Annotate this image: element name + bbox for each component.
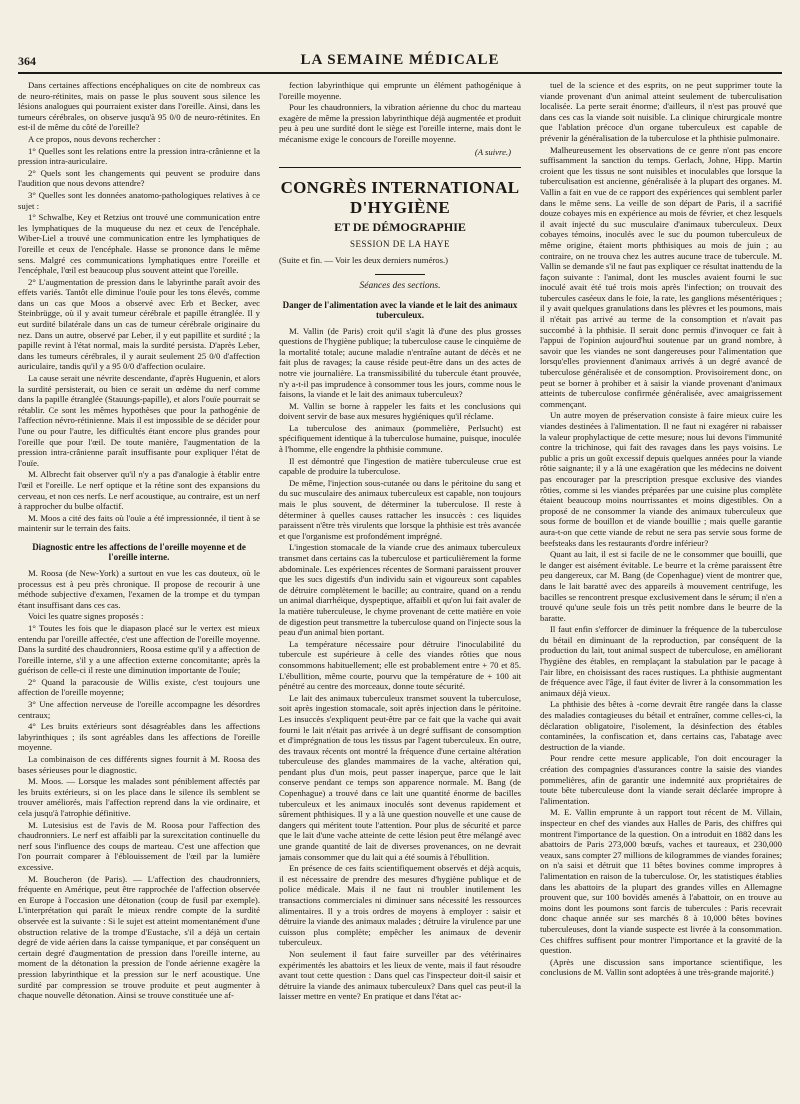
paragraph: Le lait des animaux tuberculeux transmet souvent la tuberculose, soit après ingestion stomacale, soit après injection dans le péritoine. Les insuccès s'expliquent peut-être par ce fait que la vache qui avait fourni le lait n'était pas arrivée à un degré suffisant de consomption et d'imprégnation de tous les tissus par l'agent tuberculeux. En outre, des travaux récents ont montré la fréquence d'une certaine altération tuberculeuse des glandes mammaires de la vache, altération qui, pendant plus d'un mois, peut passer inaperçue, parce que le lait conserve pendant ce temps son apparence normale. M. Bang (de Copenhague) a trouvé dans ce lait une quantité énorme de bacilles tuberculeux et les animaux inoculés sont devenus rapidement et sûrement phthisiques. Il y a là une question nouvelle et une cause de dangers qui méritent toute l'attention. Pour plus de sécurité et parce que le lait d'une vache atteinte de cette lésion peut être mélangé avec une grande quantité de lait de diverses provenances, on ne devrait jamais consommer que du lait qui a été soumis à l'ébullition. bbox=[279, 692, 521, 862]
paragraph: Dans certaines affections encéphaliques on cite de nombreux cas de neuro-rétinites, mais on passe le plus souvent sous silence les lésions analogues qui pourraient exister dans l'oreille. Ainsi, dans les tumeurs cérébrales, on observe jusqu'à 95 0/0 de neuro-rétinites. En est-il de même du côté de l'oreille? bbox=[18, 80, 260, 133]
paragraph: Pour rendre cette mesure applicable, l'on doit encourager la création des compagnies d'assurances contre la saisie des viandes pommelières, afin de garantir une indemnité aux propriétaires de toute bête tuberculeuse dont la viande serait déclarée impropre à l'alimentation. bbox=[540, 753, 782, 806]
paragraph: 2° L'augmentation de pression dans le labyrinthe paraît avoir des effets variés. Tantôt elle diminue l'ouïe pour les tons élevés, comme dans un cas que Moos a observé avec Erb et Becker, avec Steinbrügge, où il y avait tumeur cérébrale et papille étranglée. Il y eut surdité bilatérale dans un cas de tumeur cérébrale originaire du nez. Dans un autre, observé par Leber, il y eut papillite et surdité ; la papille revint à l'état normal, mais la surdité persista. D'après Leber, dans les tumeurs cérébrales, il y aurait seulement 25 0/0 d'affection auriculaire, tandis qu'il y a 95 0/0 d'affection oculaire. bbox=[18, 276, 260, 372]
paragraph: (Après une discussion sans importance scientifique, les conclusions de M. Vallin sont adoptées à une très-grande majorité.) bbox=[540, 956, 782, 978]
paragraph: De même, l'injection sous-cutanée ou dans le péritoine du sang et du suc musculaire des animaux tuberculeux est capable, non toujours mais le plus souvent, de déterminer la tuberculose. Il reste à déterminer à quelles causes rattacher les insuccès : ces liquides paraissent n'être très virulents que lorsque la phthisie est très avancée et que l'organisme est profondément imprégné. bbox=[279, 477, 521, 541]
running-title: LA SEMAINE MÉDICALE bbox=[300, 52, 500, 68]
paragraph: 3° Une affection nerveuse de l'oreille accompagne les désordres centraux; bbox=[18, 699, 260, 720]
paragraph: La phthisie des bêtes à -corne devrait être rangée dans la classe des maladies contagieuses du bétail et entraîner, comme celles-ci, la déclaration obligatoire, l'isolement, la désinfection des étables contaminées, la confiscation et, dans certains cas, l'abatage avec destruction de la viande. bbox=[540, 699, 782, 752]
paragraph: tuel de la science et des esprits, on ne peut supprimer toute la viande provenant d'un animal atteint seulement de tuberculisation localisée. La perte serait énorme; d'ailleurs, il n'est pas prouvé que dans ces cas la viande soit nuisible. La clinique chirurgicale montre que l'ablation précoce d'un organe tuberculeux est capable de prévenir la généralisation de la tuberculose et la phthisie pulmonaire. bbox=[540, 80, 782, 143]
column-2-paragraphs bbox=[279, 80, 521, 145]
column-2 bbox=[279, 80, 521, 1090]
paragraph: En présence de ces faits scientifiquement observés et déjà acquis, il est nécessaire de prendre des mesures d'hygiène publique et de police médicale. Mais il ne faut ni troubler inutilement les transactions commerciales ni diminuer sans nécessité les ressources alimentaires. Il y a trois ordres de moyens à employer : saisir et détruire la viande des animaux malades ; détruire la virulence par une cuisson plus complète; empêcher les animaux de devenir tuberculeux. bbox=[279, 863, 521, 948]
paragraph: 2° Quels sont les changements qui peuvent se produire dans l'audition que nous devons attendre? bbox=[18, 167, 260, 189]
paragraph: A ce propos, nous devons rechercher : bbox=[28, 133, 161, 144]
paragraph: 4° Les bruits extérieurs sont désagréables dans les affections labyrinthiques ; ils sont agréables dans les affections de l'oreille moyenne. bbox=[18, 721, 260, 753]
section-heading-danger: Danger de l'alimentation avec la viande et le lait des animaux tuberculeux. bbox=[282, 299, 518, 320]
paragraph: La température nécessaire pour détruire l'inoculabilité du tubercule est supérieure à celle des viandes rôties que nous consommons habituellement; elle est probablement entre + 70 et 85. L'ébullition, même courte, pourvu que la température de + 100 ait pénétré au centre des morceaux, donne toute sécurité. bbox=[279, 638, 521, 692]
paragraph: M. Vallin (de Paris) croit qu'il s'agit là d'une des plus grosses questions de l'hygiène publique; la tuberculose cause le cinquième de la mortalité totale; aucune maladie n'entraîne autant de décès et ne fait plus de ravages; la cause réside peut-être dans un des actes de notre vie journalière. La transmissibilité du tubercule étant prouvée, n'y a-t-il pas imprudence à consommer tous les jours, comme nous le faisons, la viande et le lait des animaux tuberculeux? bbox=[279, 325, 521, 400]
column-3 bbox=[540, 80, 782, 1090]
paragraph: Il est démontré que l'ingestion de matière tuberculeuse crue est capable de produire la tuberculose. bbox=[279, 455, 521, 477]
column-2-paragraphs-2 bbox=[279, 326, 521, 1002]
paragraph: Un autre moyen de préservation consiste à faire mieux cuire les viandes destinées à l'alimentation. Il ne faut ni exagérer ni rabaisser la valeur prophylactique de cette mesure; nous lui devons l'immunité contre la trichinose, qui fait des ravages dans les pays voisins. Le public a pris un goût excessif depuis quelques années pour la viande rôtie saignante; il y a là une exagération que les médecins ne doivent pas encourager par la prescription presque exclusive des viandes rôties, comme si les viandes préparées par une cuisine plus complète étaient beaucoup moins nourrissantes et moins digestibles. On a proposé de ne consommer la viande des animaux tuberculeux que sous forme de bouillon et de viande bouillie ; mais quelle garantie aura-t-on que cette viande de rebut ne sera pas servie sous forme de beefsteaks dans les restaurants d'ordre inférieur? bbox=[540, 410, 782, 548]
section-heading-diagnostic: Diagnostic entre les affections de l'oreille moyenne et de l'oreille interne. bbox=[32, 541, 246, 562]
paragraph: 3° Quelles sont les données anatomo-pathologiques relatives à ce sujet : bbox=[18, 189, 260, 211]
congress-subtitle: ET DE DÉMOGRAPHIE bbox=[334, 220, 466, 235]
divider bbox=[375, 274, 425, 275]
paragraph: Malheureusement les observations de ce genre n'ont pas encore suffisamment la sanction du temps. Gerlach, Johne, Hipp. Martin croient que les tissus ne sont nuisibles et inoculables que lorsque la tuberculisation est ancienne, généralisée à la plupart des organes. M. Vallin a fait en vue de ce rapport des expériences qui semblent parler dans le même sens. La veille de son départ de Paris, il a sacrifié douze cobayes mis en expérience au mois de février, et chez lesquels il avait injecté du suc musculaire d'animaux tuberculeux. Deux cobayes témoins, inoculés avec le suc du poumon tuberculeux de même origine, étaient morts phthisiques au mois de juin ; au contraire, on ne trouva chez les autres aucune trace de tubercule. M. Vallin se demande s'il ne faut pas expliquer ce résultat inattendu de la façon suivante : l'animal, dont les muscles avaient fourni le suc inoculé avait été tué trois mois après l'infection; on trouvait des tubercules caséeux dans le foie, la rate, les ganglions mésentériques ; il y avait quelques granulations dans les plèvres et les poumons, mais il n'était pas arrivé au terme de la consomption et n'avait pas succombé à la phthisie. Il serait donc permis d'invoquer ce fait à l'appui de l'opinion aujourd'hui soutenue par un grand nombre, à savoir que les viandes ne sont dangereuses pour l'alimentation que lorsqu'elles proviennent d'animaux arrivés à un degré avancé de tuberculose généralisée et de consomption. Provisoirement donc, on peut se borner à prohiber et à saisir la viande provenant d'animaux atteints de tuberculose confirmée généralisée, avec amaigrissement commençant. bbox=[540, 144, 782, 409]
paragraph: Non seulement il faut faire surveiller par des vétérinaires expérimentés les abattoirs et les lieux de vente, mais il faut résoudre avant tout cette question : Dans quel cas l'inspecteur doit-il saisir et détruire la viande des animaux tuberculeux? Dans quel cas peut-il la laisser mettre en vente? En pratique et dans l'état ac- bbox=[279, 948, 521, 1002]
column-1-paragraphs bbox=[18, 80, 260, 534]
paragraph: La cause serait une névrite descendante, d'après Huguenin, et alors la surdité persisterait, ou bien ce serait un œdème du nerf comme dans la papille étranglée (Stauungs-papille), et alors l'ouïe pourrait se rétablir. Ce sont les mêmes hypothèses que pour la pathogénie de l'affection névro-rétinienne. Mais il est impossible de se décider pour l'une ou pour l'autre, les difficultés étant encore plus grandes pour l'oreille que pour l'œil. De toute manière, l'augmentation de la pression intra-crânienne paraît insuffisante pour expliquer l'état de l'ouïe. bbox=[18, 373, 260, 468]
congress-title: CONGRÈS INTERNATIONAL D'HYGIÈNE bbox=[279, 167, 521, 218]
paragraph: Voici les quatre signes proposés : bbox=[28, 611, 144, 622]
paragraph: M. Albrecht fait observer qu'il n'y a pas d'analogie à établir entre l'œil et l'oreille. Le nerf optique et la rétine sont des expansions du cerveau, et non ces nerfs. Le nerf acoustique, au contraire, est un nerf à rapprocher du bulbe olfactif. bbox=[18, 469, 260, 512]
column-3-paragraphs bbox=[540, 80, 782, 978]
paragraph: La combinaison de ces différents signes fournit à M. Roosa des bases sérieuses pour le diagnostic. bbox=[18, 754, 260, 775]
congress-note: (Suite et fin. — Voir les deux derniers numéros.) bbox=[279, 255, 449, 266]
paragraph: M. Roosa (de New-York) a surtout en vue les cas douteux, où le processus est à peu près chronique. Il propose de recourir à une méthode subjective d'examen, l'examen de la trompe et du tympan étant insuffisant dans ces cas. bbox=[18, 567, 260, 610]
paragraph: 1° Quelles sont les relations entre la pression intra-crânienne et la pression intra-auriculaire. bbox=[18, 145, 260, 167]
page-header bbox=[18, 52, 782, 74]
seances-heading: Séances des sections. bbox=[359, 280, 441, 291]
paragraph: L'ingestion stomacale de la viande crue des animaux tuberculeux transmet dans certains cas la tuberculose et particulièrement la forme abdominale. Les expériences récentes de Sormani paraissent prouver que les sucs digestifs d'un individu sain et vigoureux sont capables de détruire complètement le bacille; au contraire, quand on a rendu un animal diarrhéique, dyspeptique, affaibli et qu'on lui fait avaler de la matière tuberculeuse, le chyme provenant de cette matière en voie de digestion peut transmettre la tuberculose quand on l'injecte sous la peau d'un animal bien portant. bbox=[279, 542, 521, 638]
paragraph: M. Moos a cité des faits où l'ouïe a été impressionnée, il tient à se maintenir sur le terrain des faits. bbox=[18, 512, 260, 534]
paragraph: fection labyrinthique qui emprunte un élément pathogénique à l'oreille moyenne. bbox=[279, 80, 521, 101]
congress-session: SESSION DE LA HAYE bbox=[350, 238, 450, 249]
paragraph: M. Lutesisius est de l'avis de M. Roosa pour l'affection des chaudronniers. Le nerf est affaibli par la surexcitation continuelle du nerf sous l'influence des coups de marteau. C'est une affection que l'on pourrait comparer à l'éblouissement de l'œil par la lumière excessive. bbox=[18, 819, 260, 872]
paragraph: Il faut enfin s'efforcer de diminuer la fréquence de la tuberculose du bétail en diminuant de la reproduction, par conséquent de la production du lait, tout animal suspect de tuberculose, en améliorant l'hygiène des étables, en remplaçant la stabulation par le pacage à l'air libre, en choisissant des races rustiques. La phthisie augmentant de fréquence avec l'âge, il faut éviter de livrer à la consommation les animaux déjà vieux. bbox=[540, 624, 782, 698]
paragraph: M. Vallin se borne à rappeler les faits et les conclusions qui doivent servir de base aux mesures hygiéniques qu'il réclame. bbox=[279, 400, 521, 422]
a-suivre: (A suivre.) bbox=[474, 146, 511, 157]
paragraph: 1° Toutes les fois que le diapason placé sur le vertex est mieux entendu par l'oreille affectée, c'est une affection de l'oreille moyenne. Dans la surdité des chaudronniers, Roosa estime qu'il y a affection de l'oreille interne, s'il y a une affection externe concomitante; après la guérison de celle-ci il reste une diminution importante de l'ouïe; bbox=[18, 622, 260, 676]
paragraph: M. E. Vallin emprunte à un rapport tout récent de M. Villain, inspecteur en chef des viandes aux Halles de Paris, des chiffres qui montrent l'importance de la question. On a introduit en 1882 dans les abattoirs de Paris 273,000 bœufs, vaches et taureaux, et 230,000 veaux, sans compter 27 millions de kilogrammes de viandes foraines; on n'a saisi et détruit que 11 bêtes bovines comme impropres à l'alimentation en raison de la tuberculose. Or, les statistiques établies dans les abattoirs de la plupart des grandes villes en Allemagne prouvent que, sur 100 bovidés amenés à l'abattoir, on en trouve au moins dont les poumons sont farcis de tubercules : Paris recevrait donc chaque année sur ses marchés 8 à 10,000 bêtes bovines tuberculeuses, dont la viande suspecte est livrée à la consommation. Ces chiffres suffisent pour montrer l'importance et la gravité de la question. bbox=[540, 807, 782, 956]
paragraph: 1° Schwalbe, Key et Retzius ont trouvé une communication entre les lymphatiques de la muqueuse du nez et ceux de l'encéphale. Wiber-Liel a trouvé une communication entre les lymphatiques de l'oreille et ceux de l'encéphale. Hasse se prononce dans le même sens. Malgré ces communications lymphatiques entre l'oreille et l'encéphale, l'œil est beaucoup plus souvent atteint que l'oreille. bbox=[18, 212, 260, 276]
page-number: 364 bbox=[18, 54, 36, 68]
paragraph: M. Boucheron (de Paris). — L'affection des chaudronniers, fréquente en Amérique, peut être rapprochée de l'affection observée en Europe à l'occasion une détonation (coup de fusil par exemple). L'interprétation qui paraît le mieux rendre compte de la surdité observée est la suivante : Si le sujet est atteint momentanément d'une obstruction relative de la trompe d'Eustache, s'il a déjà un certain degré de vide aérien dans la caisse tympanique, et par conséquent un certain degré d'augmentation de pression dans l'oreille interne, au moment de la détonation la pression de l'onde aérienne exagère la pression labyrinthique et la pression sur le nerf acoustique. Une surdité par compression se trouve produite et peut augmenter à chaque nouvelle détonation. Ainsi se trouve constituée une af- bbox=[18, 873, 260, 1001]
paragraph: M. Moos. — Lorsque les malades sont péniblement affectés par les bruits extérieurs, si on les place dans le silence ils semblent se trouver améliorés, mais l'affection reprend dans la vie ordinaire, et cela jusqu'à l'atrophie définitive. bbox=[18, 776, 260, 818]
paragraph: Pour les chaudronniers, la vibration aérienne du choc du marteau exagère de même la pression labyrinthique déjà augmentée et produit peu à peu une surdité dont le siège est l'oreille interne, mais dont le mécanisme exige le concours de l'oreille moyenne. bbox=[279, 102, 521, 144]
paragraph: La tuberculose des animaux (pommelière, Perlsucht) est spécifiquement identique à la tuberculose humaine, puisque, inoculée à l'homme, elle engendre la phthisie commune. bbox=[279, 422, 521, 455]
paragraph: 2° Quand la paracousie de Willis existe, c'est toujours une affection de l'oreille moyenne; bbox=[18, 676, 260, 698]
paragraph: Quant au lait, il est si facile de ne le consommer que bouilli, que le danger est aisément évitable. Le beurre et la crème paraissent être peu dangereux, car M. Bang (de Copenhague) vient de montrer que, dans le lait baratté avec des appareils à mouvement centrifuge, les bacilles se rencontrent presque exclusivement dans le sérum; il n'en a trouvé qu'une seule fois un très petit nombre dans le beurre de la baratte. bbox=[540, 549, 782, 623]
column-1 bbox=[18, 80, 260, 1090]
column-1-paragraphs-2 bbox=[18, 568, 260, 1001]
